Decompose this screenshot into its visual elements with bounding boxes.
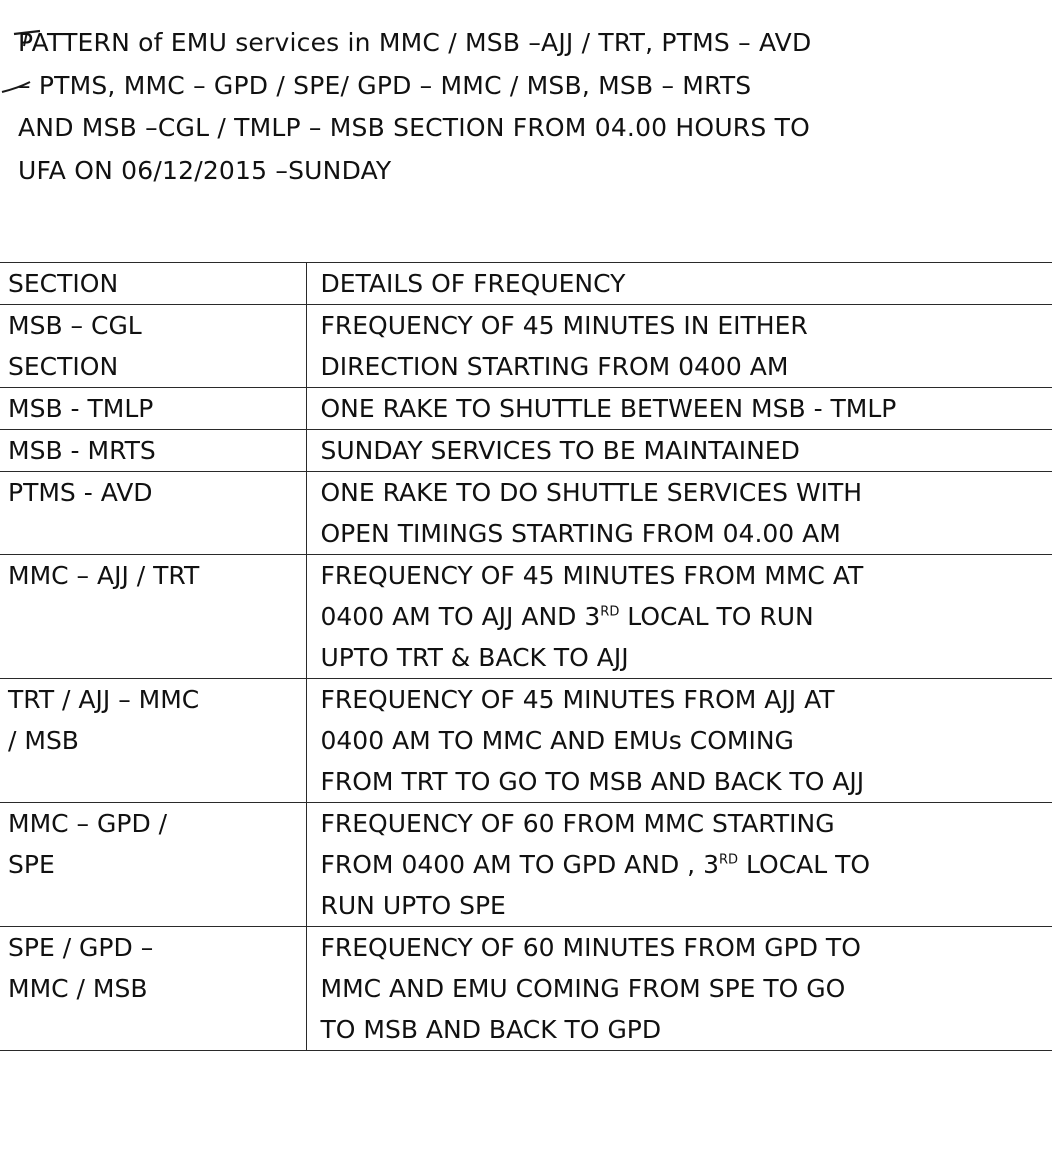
details-text-after: LOCAL TO RUN xyxy=(619,602,814,631)
details-line xyxy=(321,596,1052,637)
details-text: MMC AND EMU COMING FROM SPE TO GO xyxy=(320,974,846,1003)
frequency-table xyxy=(0,262,1052,1051)
section-cell xyxy=(0,430,306,472)
details-text-after: LOCAL TO xyxy=(738,850,871,879)
heading-line: AND MSB –CGL / TMLP – MSB SECTION FROM 04.00 HOURS TO xyxy=(18,113,810,142)
details-text: 0400 AM TO AJJ AND 3 xyxy=(320,602,601,631)
table-row xyxy=(0,472,1052,555)
section-line: MSB - MRTS xyxy=(8,436,156,465)
heading-line: UFA ON 06/12/2015 –SUNDAY xyxy=(18,155,392,185)
details-line xyxy=(321,803,1052,844)
details-line xyxy=(321,968,1052,1009)
ordinal-suffix: RD xyxy=(600,604,620,620)
header-section: SECTION xyxy=(0,263,306,305)
table-row xyxy=(0,430,1052,472)
section-line: TRT / AJJ – MMC xyxy=(8,685,200,714)
details-line xyxy=(321,430,1052,471)
section-line: MSB – CGL xyxy=(8,311,142,340)
details-text: FROM TRT TO GO TO MSB AND BACK TO AJJ xyxy=(320,767,865,796)
section-cell xyxy=(0,472,306,555)
details-line xyxy=(321,720,1052,761)
details-text: RUN UPTO SPE xyxy=(320,891,506,920)
details-cell xyxy=(306,927,1052,1051)
details-line xyxy=(321,885,1052,926)
details-text: 0400 AM TO MMC AND EMUs COMING xyxy=(320,726,794,755)
details-line xyxy=(321,472,1052,513)
details-text: ONE RAKE TO DO SHUTTLE SERVICES WITH xyxy=(320,478,863,507)
section-line: MMC – AJJ / TRT xyxy=(8,561,200,590)
details-cell xyxy=(306,679,1052,803)
section-line: SPE / GPD – xyxy=(8,933,154,962)
section-line: PTMS - AVD xyxy=(8,478,153,507)
details-cell xyxy=(306,430,1052,472)
section-line: MMC – GPD / xyxy=(8,809,168,838)
table-row xyxy=(0,388,1052,430)
details-text: OPEN TIMINGS STARTING FROM 04.00 AM xyxy=(320,519,841,548)
details-line xyxy=(321,555,1052,596)
section-line: MMC / MSB xyxy=(8,974,148,1003)
details-line xyxy=(321,513,1052,554)
section-line: SECTION xyxy=(8,352,119,381)
details-cell xyxy=(306,472,1052,555)
document-heading xyxy=(18,22,1038,192)
section-line: / MSB xyxy=(8,726,79,755)
details-line xyxy=(321,927,1052,968)
details-text: FREQUENCY OF 60 MINUTES FROM GPD TO xyxy=(320,933,861,962)
details-text: ONE RAKE TO SHUTTLE BETWEEN MSB - TMLP xyxy=(320,394,897,423)
heading-line: – PTMS, MMC – GPD / SPE/ GPD – MMC / MSB, MSB – MRTS xyxy=(18,70,752,100)
table-row xyxy=(0,803,1052,927)
table-header-row xyxy=(0,263,1052,305)
table-row xyxy=(0,555,1052,679)
details-cell xyxy=(306,803,1052,927)
section-cell xyxy=(0,679,306,803)
details-line xyxy=(321,637,1052,678)
details-line xyxy=(321,346,1052,387)
details-line xyxy=(321,305,1052,346)
details-text: FREQUENCY OF 45 MINUTES FROM AJJ AT xyxy=(320,685,835,714)
details-text: SUNDAY SERVICES TO BE MAINTAINED xyxy=(320,436,800,465)
details-text: UPTO TRT & BACK TO AJJ xyxy=(320,643,629,672)
table-row xyxy=(0,305,1052,388)
section-cell xyxy=(0,305,306,388)
details-text: FROM 0400 AM TO GPD AND , 3 xyxy=(320,850,719,879)
details-cell xyxy=(306,305,1052,388)
ordinal-suffix: RD xyxy=(718,852,739,868)
table-row xyxy=(0,927,1052,1051)
details-line xyxy=(321,388,1052,429)
details-line xyxy=(321,1009,1052,1050)
details-line xyxy=(321,679,1052,720)
details-line xyxy=(321,844,1052,885)
table-row xyxy=(0,679,1052,803)
details-cell xyxy=(306,555,1052,679)
details-line xyxy=(321,761,1052,802)
heading-line: PATTERN of EMU services in MMC / MSB –AJJ / TRT, PTMS – AVD xyxy=(18,28,812,57)
details-text: TO MSB AND BACK TO GPD xyxy=(320,1015,662,1044)
section-cell xyxy=(0,803,306,927)
section-line: MSB - TMLP xyxy=(8,394,154,423)
section-line: SPE xyxy=(8,850,55,879)
details-cell xyxy=(306,388,1052,430)
details-text: FREQUENCY OF 45 MINUTES IN EITHER xyxy=(320,311,808,340)
details-text: FREQUENCY OF 60 FROM MMC STARTING xyxy=(320,809,835,838)
section-cell xyxy=(0,388,306,430)
details-text: DIRECTION STARTING FROM 0400 AM xyxy=(320,352,789,381)
header-details: DETAILS OF FREQUENCY xyxy=(306,263,1052,305)
details-text: FREQUENCY OF 45 MINUTES FROM MMC AT xyxy=(320,561,864,590)
section-cell xyxy=(0,555,306,679)
section-cell xyxy=(0,927,306,1051)
